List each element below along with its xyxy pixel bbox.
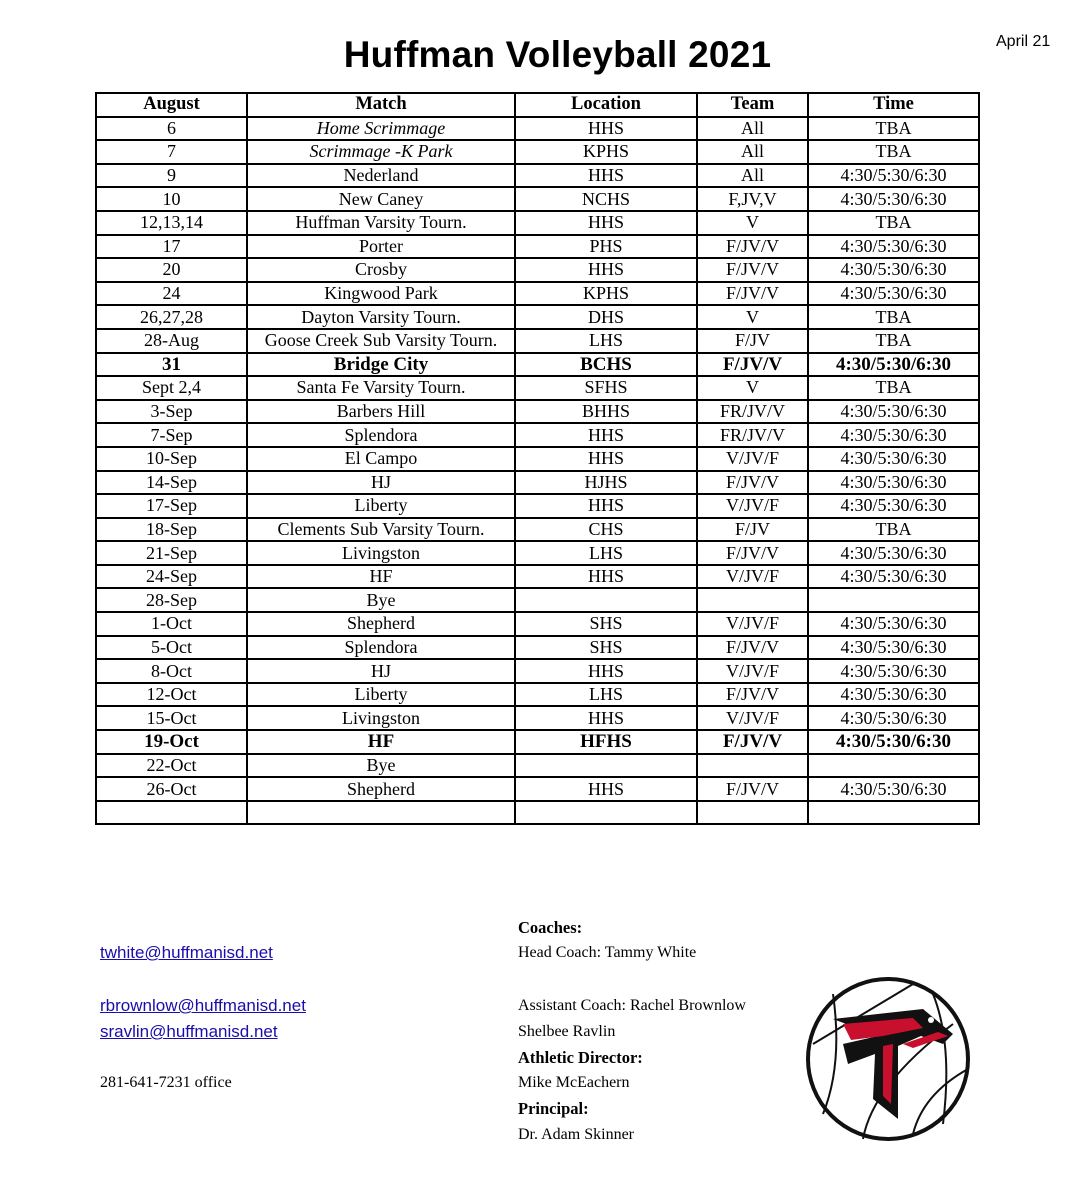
- cell-location: [515, 801, 697, 825]
- cell-time: 4:30/5:30/6:30: [808, 282, 979, 306]
- cell-match: Bye: [247, 588, 515, 612]
- cell-team: FR/JV/V: [697, 423, 808, 447]
- cell-match: Scrimmage -K Park: [247, 140, 515, 164]
- cell-date: 26,27,28: [96, 305, 247, 329]
- cell-team: [697, 801, 808, 825]
- cell-location: SFHS: [515, 376, 697, 400]
- revision-date: April 21: [996, 33, 1051, 50]
- cell-time: 4:30/5:30/6:30: [808, 636, 979, 660]
- cell-date: 20: [96, 258, 247, 282]
- cell-date: 12,13,14: [96, 211, 247, 235]
- cell-date: 31: [96, 353, 247, 377]
- column-header-time: Time: [808, 93, 979, 117]
- cell-team: F/JV/V: [697, 235, 808, 259]
- cell-date: 3-Sep: [96, 400, 247, 424]
- cell-team: FR/JV/V: [697, 400, 808, 424]
- cell-date: 7-Sep: [96, 423, 247, 447]
- cell-team: V: [697, 211, 808, 235]
- cell-location: HHS: [515, 494, 697, 518]
- cell-time: 4:30/5:30/6:30: [808, 423, 979, 447]
- cell-date: 28-Aug: [96, 329, 247, 353]
- cell-team: V/JV/F: [697, 447, 808, 471]
- cell-date: 8-Oct: [96, 659, 247, 683]
- cell-match: Clements Sub Varsity Tourn.: [247, 518, 515, 542]
- table-row: [96, 565, 979, 589]
- cell-match: Kingwood Park: [247, 282, 515, 306]
- cell-date: Sept 2,4: [96, 376, 247, 400]
- cell-location: HHS: [515, 777, 697, 801]
- table-row: [96, 518, 979, 542]
- table-header-row: [96, 93, 979, 117]
- column-header-team: Team: [697, 93, 808, 117]
- cell-team: F/JV/V: [697, 777, 808, 801]
- cell-location: CHS: [515, 518, 697, 542]
- cell-date: 17: [96, 235, 247, 259]
- table-row: [96, 801, 979, 825]
- cell-location: [515, 588, 697, 612]
- cell-location: LHS: [515, 541, 697, 565]
- cell-time: [808, 588, 979, 612]
- cell-location: HHS: [515, 258, 697, 282]
- cell-time: 4:30/5:30/6:30: [808, 541, 979, 565]
- assistant-coach-2: Shelbee Ravlin: [518, 1023, 616, 1040]
- cell-date: 18-Sep: [96, 518, 247, 542]
- cell-match: [247, 801, 515, 825]
- cell-time: TBA: [808, 211, 979, 235]
- cell-team: F/JV/V: [697, 683, 808, 707]
- table-row: [96, 612, 979, 636]
- table-row: [96, 754, 979, 778]
- cell-location: HFHS: [515, 730, 697, 754]
- schedule-body: [96, 117, 979, 825]
- cell-location: LHS: [515, 683, 697, 707]
- cell-match: New Caney: [247, 187, 515, 211]
- table-row: [96, 683, 979, 707]
- cell-time: [808, 801, 979, 825]
- table-row: [96, 706, 979, 730]
- cell-match: Livingston: [247, 706, 515, 730]
- cell-match: Splendora: [247, 423, 515, 447]
- table-row: [96, 329, 979, 353]
- cell-match: Shepherd: [247, 612, 515, 636]
- cell-date: 10-Sep: [96, 447, 247, 471]
- cell-date: 22-Oct: [96, 754, 247, 778]
- cell-location: [515, 754, 697, 778]
- athletic-director-name: Mike McEachern: [518, 1074, 630, 1091]
- cell-time: 4:30/5:30/6:30: [808, 612, 979, 636]
- cell-match: HJ: [247, 659, 515, 683]
- table-row: [96, 282, 979, 306]
- cell-team: F,JV,V: [697, 187, 808, 211]
- cell-match: El Campo: [247, 447, 515, 471]
- cell-match: Barbers Hill: [247, 400, 515, 424]
- table-row: [96, 400, 979, 424]
- cell-date: 26-Oct: [96, 777, 247, 801]
- table-row: [96, 187, 979, 211]
- cell-location: HHS: [515, 164, 697, 188]
- cell-time: TBA: [808, 376, 979, 400]
- table-row: [96, 140, 979, 164]
- cell-date: 24-Sep: [96, 565, 247, 589]
- table-row: [96, 541, 979, 565]
- cell-team: F/JV/V: [697, 353, 808, 377]
- cell-location: HHS: [515, 706, 697, 730]
- cell-date: [96, 801, 247, 825]
- cell-match: Crosby: [247, 258, 515, 282]
- cell-location: PHS: [515, 235, 697, 259]
- cell-team: V/JV/F: [697, 706, 808, 730]
- cell-location: HHS: [515, 117, 697, 141]
- cell-date: 12-Oct: [96, 683, 247, 707]
- cell-location: KPHS: [515, 282, 697, 306]
- table-row: [96, 211, 979, 235]
- cell-date: 10: [96, 187, 247, 211]
- cell-team: V/JV/F: [697, 612, 808, 636]
- cell-match: Shepherd: [247, 777, 515, 801]
- cell-team: F/JV/V: [697, 258, 808, 282]
- cell-time: 4:30/5:30/6:30: [808, 565, 979, 589]
- cell-date: 1-Oct: [96, 612, 247, 636]
- cell-team: All: [697, 164, 808, 188]
- cell-match: HF: [247, 565, 515, 589]
- cell-time: TBA: [808, 518, 979, 542]
- cell-time: 4:30/5:30/6:30: [808, 258, 979, 282]
- principal-name: Dr. Adam Skinner: [518, 1126, 634, 1143]
- table-row: [96, 447, 979, 471]
- cell-time: TBA: [808, 117, 979, 141]
- cell-location: BCHS: [515, 353, 697, 377]
- cell-time: [808, 754, 979, 778]
- cell-team: All: [697, 117, 808, 141]
- cell-date: 14-Sep: [96, 471, 247, 495]
- table-row: [96, 305, 979, 329]
- cell-date: 9: [96, 164, 247, 188]
- cell-time: TBA: [808, 140, 979, 164]
- cell-match: Bridge City: [247, 353, 515, 377]
- table-row: [96, 730, 979, 754]
- cell-match: Liberty: [247, 683, 515, 707]
- cell-time: 4:30/5:30/6:30: [808, 164, 979, 188]
- cell-time: 4:30/5:30/6:30: [808, 777, 979, 801]
- assistant-coach: Assistant Coach: Rachel Brownlow: [518, 997, 746, 1014]
- cell-match: Huffman Varsity Tourn.: [247, 211, 515, 235]
- cell-location: HHS: [515, 565, 697, 589]
- cell-date: 19-Oct: [96, 730, 247, 754]
- cell-team: V: [697, 305, 808, 329]
- cell-date: 5-Oct: [96, 636, 247, 660]
- cell-team: V/JV/F: [697, 494, 808, 518]
- cell-team: F/JV: [697, 329, 808, 353]
- cell-date: 15-Oct: [96, 706, 247, 730]
- cell-match: Splendora: [247, 636, 515, 660]
- cell-time: 4:30/5:30/6:30: [808, 353, 979, 377]
- table-row: [96, 494, 979, 518]
- cell-time: TBA: [808, 305, 979, 329]
- table-row: [96, 117, 979, 141]
- cell-time: 4:30/5:30/6:30: [808, 471, 979, 495]
- table-row: [96, 376, 979, 400]
- cell-time: 4:30/5:30/6:30: [808, 447, 979, 471]
- cell-match: HJ: [247, 471, 515, 495]
- cell-date: 28-Sep: [96, 588, 247, 612]
- column-header-match: Match: [247, 93, 515, 117]
- cell-time: 4:30/5:30/6:30: [808, 730, 979, 754]
- cell-match: Nederland: [247, 164, 515, 188]
- cell-date: 21-Sep: [96, 541, 247, 565]
- cell-match: HF: [247, 730, 515, 754]
- page-title: Huffman Volleyball 2021: [343, 34, 772, 75]
- table-row: [96, 588, 979, 612]
- cell-team: F/JV/V: [697, 636, 808, 660]
- cell-team: F/JV/V: [697, 541, 808, 565]
- cell-location: HJHS: [515, 471, 697, 495]
- cell-time: 4:30/5:30/6:30: [808, 235, 979, 259]
- cell-match: Home Scrimmage: [247, 117, 515, 141]
- cell-date: 6: [96, 117, 247, 141]
- cell-match: Santa Fe Varsity Tourn.: [247, 376, 515, 400]
- table-row: [96, 777, 979, 801]
- cell-team: V/JV/F: [697, 565, 808, 589]
- cell-location: NCHS: [515, 187, 697, 211]
- falcon-volleyball-logo: [803, 974, 973, 1144]
- email-link-twhite[interactable]: twhite@huffmanisd.net: [100, 943, 273, 962]
- cell-location: BHHS: [515, 400, 697, 424]
- cell-team: [697, 588, 808, 612]
- cell-time: TBA: [808, 329, 979, 353]
- athletic-director-heading: Athletic Director:: [518, 1048, 643, 1067]
- cell-team: F/JV/V: [697, 730, 808, 754]
- cell-location: LHS: [515, 329, 697, 353]
- cell-location: SHS: [515, 612, 697, 636]
- cell-team: F/JV/V: [697, 471, 808, 495]
- cell-time: 4:30/5:30/6:30: [808, 706, 979, 730]
- cell-location: DHS: [515, 305, 697, 329]
- cell-match: Livingston: [247, 541, 515, 565]
- table-row: [96, 659, 979, 683]
- table-row: [96, 235, 979, 259]
- cell-time: 4:30/5:30/6:30: [808, 683, 979, 707]
- cell-match: Liberty: [247, 494, 515, 518]
- cell-time: 4:30/5:30/6:30: [808, 659, 979, 683]
- email-link-sravlin[interactable]: sravlin@huffmanisd.net: [100, 1022, 278, 1041]
- cell-date: 24: [96, 282, 247, 306]
- table-row: [96, 423, 979, 447]
- cell-location: HHS: [515, 447, 697, 471]
- column-header-date: August: [96, 93, 247, 117]
- cell-location: HHS: [515, 659, 697, 683]
- principal-heading: Principal:: [518, 1099, 589, 1118]
- cell-match: Dayton Varsity Tourn.: [247, 305, 515, 329]
- cell-time: 4:30/5:30/6:30: [808, 400, 979, 424]
- schedule-table: [95, 92, 980, 825]
- cell-time: 4:30/5:30/6:30: [808, 494, 979, 518]
- cell-match: Bye: [247, 754, 515, 778]
- table-row: [96, 636, 979, 660]
- coaches-heading: Coaches:: [518, 918, 583, 937]
- cell-team: F/JV: [697, 518, 808, 542]
- email-link-rbrownlow[interactable]: rbrownlow@huffmanisd.net: [100, 996, 306, 1015]
- cell-date: 17-Sep: [96, 494, 247, 518]
- cell-time: 4:30/5:30/6:30: [808, 187, 979, 211]
- cell-location: KPHS: [515, 140, 697, 164]
- cell-date: 7: [96, 140, 247, 164]
- table-row: [96, 164, 979, 188]
- cell-match: Porter: [247, 235, 515, 259]
- cell-team: [697, 754, 808, 778]
- cell-team: V/JV/F: [697, 659, 808, 683]
- cell-team: V: [697, 376, 808, 400]
- column-header-location: Location: [515, 93, 697, 117]
- table-row: [96, 471, 979, 495]
- cell-location: SHS: [515, 636, 697, 660]
- cell-location: HHS: [515, 211, 697, 235]
- table-row: [96, 353, 979, 377]
- cell-match: Goose Creek Sub Varsity Tourn.: [247, 329, 515, 353]
- cell-team: F/JV/V: [697, 282, 808, 306]
- table-row: [96, 258, 979, 282]
- head-coach: Head Coach: Tammy White: [518, 944, 697, 961]
- office-phone: 281-641-7231 office: [100, 1074, 232, 1091]
- cell-location: HHS: [515, 423, 697, 447]
- cell-team: All: [697, 140, 808, 164]
